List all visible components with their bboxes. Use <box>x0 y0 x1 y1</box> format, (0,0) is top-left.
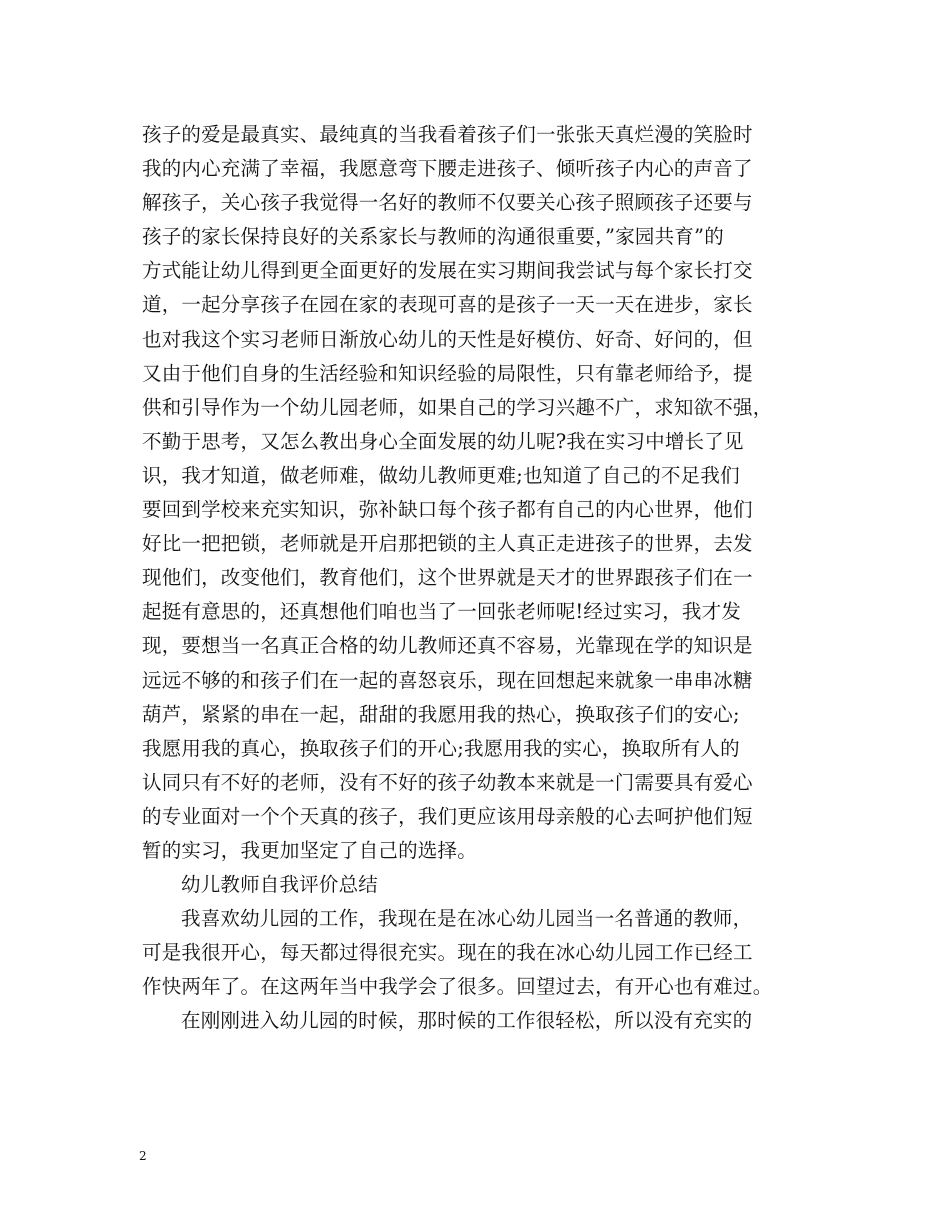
text-line: 暂的实习，我更加坚定了自己的选择。 <box>142 838 477 862</box>
text-line: 识，我才知道，做老师难，做幼儿教师更难;也知道了自己的不足我们 <box>142 463 740 487</box>
text-line: 的专业面对一个个天真的孩子，我们更应该用母亲般的心去呵护他们短 <box>142 804 753 828</box>
text-line: 孩子的爱是最真实、最纯真的当我看着孩子们一张张天真烂漫的笑脸时 <box>142 123 753 146</box>
text-line: 也对我这个实习老师日渐放心幼儿的天性是好模仿、好奇、好问的，但 <box>142 327 753 351</box>
text-line: 好比一把把锁，老师就是开启那把锁的主人真正走进孩子的世界，去发 <box>142 532 753 556</box>
text-line: 我喜欢幼儿园的工作，我现在是在冰心幼儿园当一名普通的教师， <box>181 907 753 931</box>
text-line: 方式能让幼儿得到更全面更好的发展在实习期间我尝试与每个家长打交 <box>142 259 753 283</box>
page-number: 2 <box>139 1149 147 1163</box>
text-line: 现他们，改变他们，教育他们，这个世界就是天才的世界跟孩子们在一 <box>142 566 753 590</box>
text-line: 供和引导作为一个幼儿园老师，如果自己的学习兴趣不广，求知欲不强， <box>142 395 773 419</box>
text-line: 要回到学校来充实知识，弥补缺口每个孩子都有自己的内心世界，他们 <box>142 498 753 522</box>
text-line: 葫芦，紧紧的串在一起，甜甜的我愿用我的热心，换取孩子们的安心; <box>142 702 740 726</box>
text-line: 认同只有不好的老师，没有不好的孩子幼教本来就是一门需要具有爱心 <box>142 770 753 794</box>
text-line: 又由于他们自身的生活经验和知识经验的局限性，只有靠老师给予，提 <box>142 361 753 385</box>
text-line: 解孩子，关心孩子我觉得一名好的教师不仅要关心孩子照顾孩子还要与 <box>142 191 753 215</box>
text-line: 道，一起分享孩子在园在家的表现可喜的是孩子一天一天在进步，家长 <box>142 293 753 317</box>
text-line: 远远不够的和孩子们在一起的喜怒哀乐，现在回想起来就象一串串冰糖 <box>142 668 753 692</box>
text-line: 不勤于思考，又怎么教出身心全面发展的幼儿呢?我在实习中增长了见 <box>142 429 744 453</box>
text-line: 现，要想当一名真正合格的幼儿教师还真不容易，光靠现在学的知识是 <box>142 634 753 658</box>
section-heading: 幼儿教师自我评价总结 <box>181 873 379 897</box>
body-text <box>142 118 842 1039</box>
text-line: 我愿用我的真心，换取孩子们的开心;我愿用我的实心，换取所有人的 <box>142 736 740 760</box>
text-line: 作快两年了。在这两年当中我学会了很多。回望过去，有开心也有难过。 <box>142 975 773 999</box>
text-line: 孩子的家长保持良好的关系家长与教师的沟通很重要，”家园共育”的 <box>142 225 724 249</box>
text-line: 可是我很开心，每天都过得很充实。现在的我在冰心幼儿园工作已经工 <box>142 941 753 965</box>
text-line: 起挺有意思的，还真想他们咱也当了一回张老师呢!经过实习，我才发 <box>142 600 742 624</box>
text-line: 在刚刚进入幼儿园的时候，那时候的工作很轻松，所以没有充实的 <box>181 1009 753 1033</box>
text-line: 我的内心充满了幸福，我愿意弯下腰走进孩子、倾听孩子内心的声音了 <box>142 157 753 181</box>
